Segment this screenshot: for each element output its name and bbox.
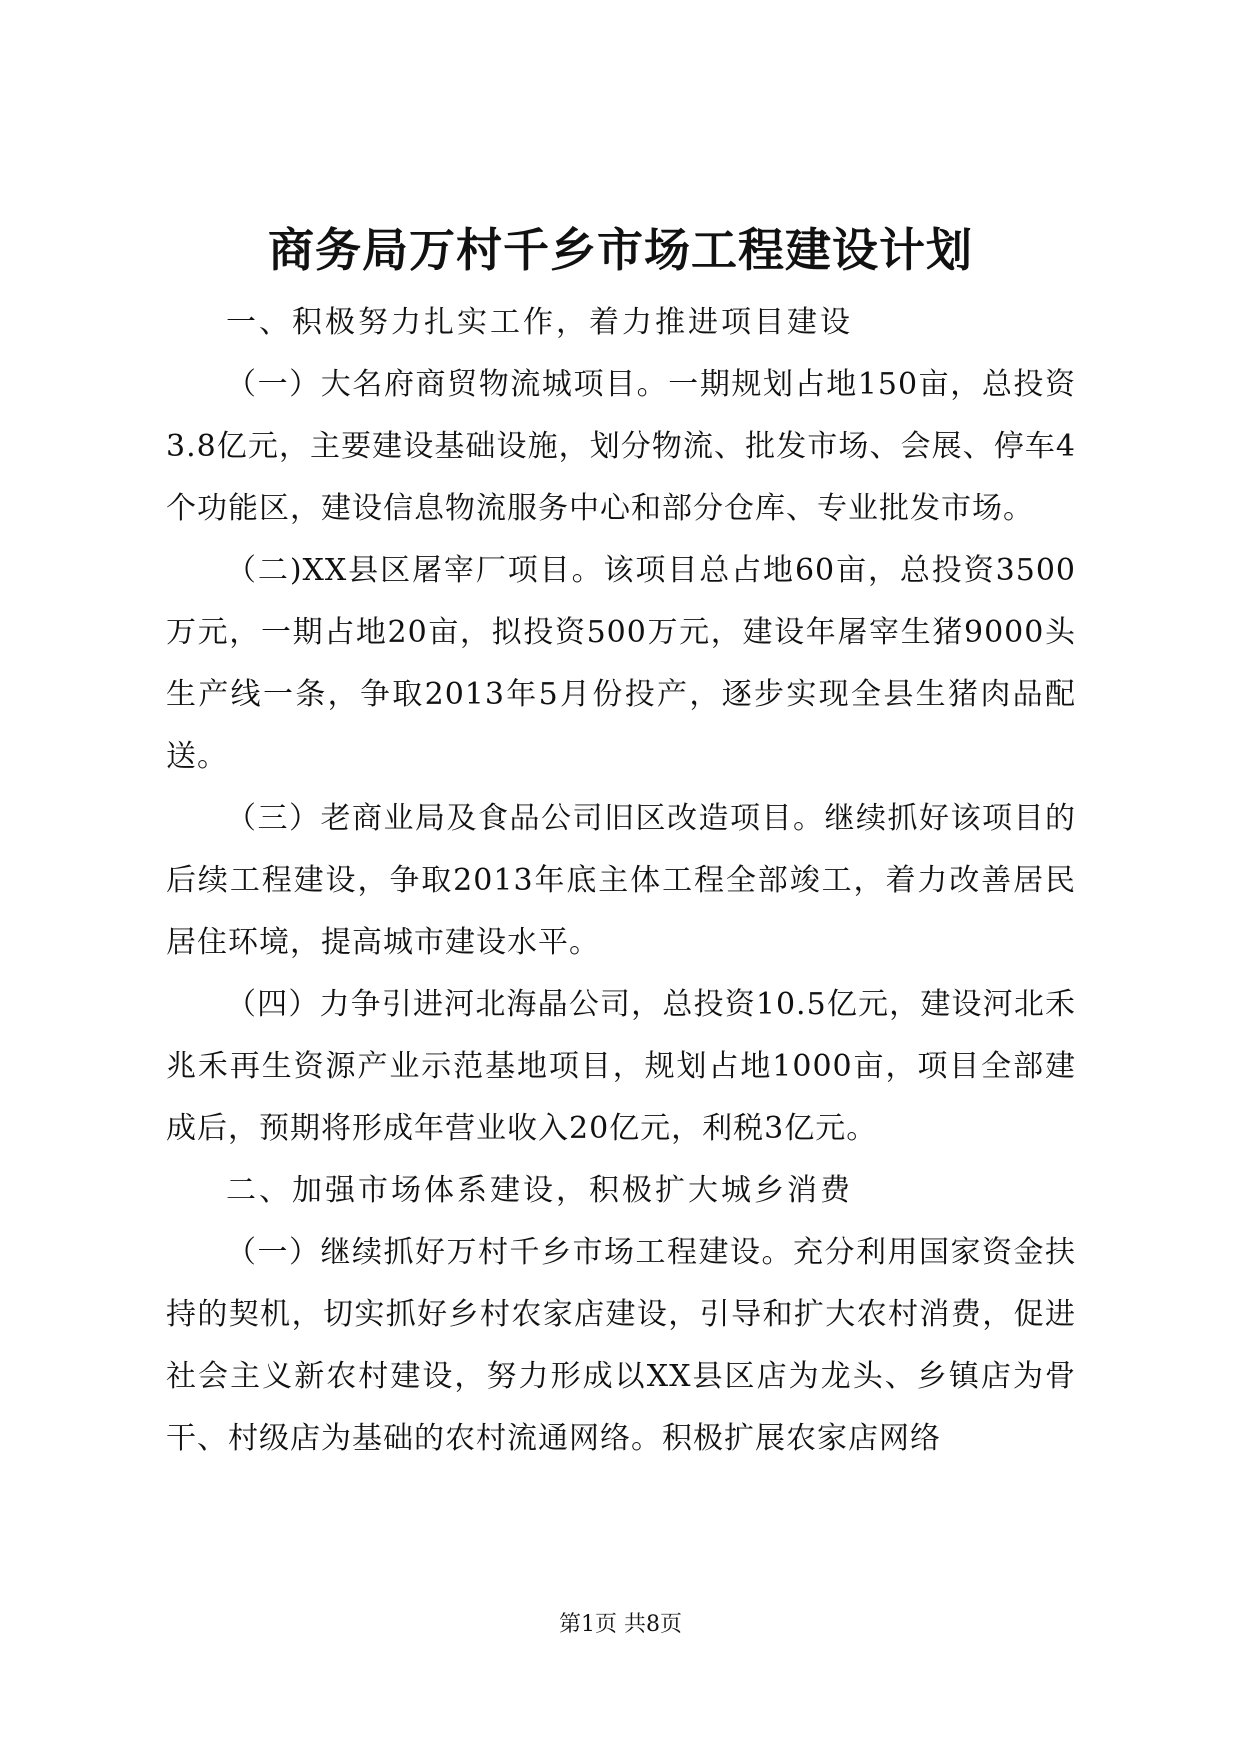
paragraph: （二)XX县区屠宰厂项目。该项目总占地60亩，总投资3500万元，一期占地20亩，拟投资500万元，建设年屠宰生猪9000头生产线一条，争取2013年5月份投产，逐步实现全县生猪肉品配送。: [166, 553, 1076, 774]
section-heading: 一、积极努力扎实工作，着力推进项目建设: [226, 305, 853, 340]
section-heading: 二、加强市场体系建设，积极扩大城乡消费: [226, 1173, 853, 1208]
document-title: 商务局万村千乡市场工程建设计划: [268, 223, 973, 277]
paragraph: （一）继续抓好万村千乡市场工程建设。充分利用国家资金扶持的契机，切实抓好乡村农家店建设，引导和扩大农村消费，促进社会主义新农村建设，努力形成以XX县区店为龙头、乡镇店为骨干、村级店为基础的农村流通网络。积极扩展农家店网络: [166, 1235, 1076, 1456]
paragraph: （一）大名府商贸物流城项目。一期规划占地150亩，总投资3.8亿元，主要建设基础设施，划分物流、批发市场、会展、停车4个功能区，建设信息物流服务中心和部分仓库、专业批发市场。: [166, 367, 1076, 526]
paragraph: （三）老商业局及食品公司旧区改造项目。继续抓好该项目的后续工程建设，争取2013年底主体工程全部竣工，着力改善居民居住环境，提高城市建设水平。: [166, 801, 1076, 960]
paragraph: （四）力争引进河北海晶公司，总投资10.5亿元，建设河北禾兆禾再生资源产业示范基地项目，规划占地1000亩，项目全部建成后，预期将形成年营业收入20亿元，利税3亿元。: [166, 987, 1076, 1146]
document-body: [166, 292, 1076, 1470]
page-footer: [0, 1610, 1241, 1640]
page-indicator: 第1页 共8页: [559, 1612, 682, 1637]
